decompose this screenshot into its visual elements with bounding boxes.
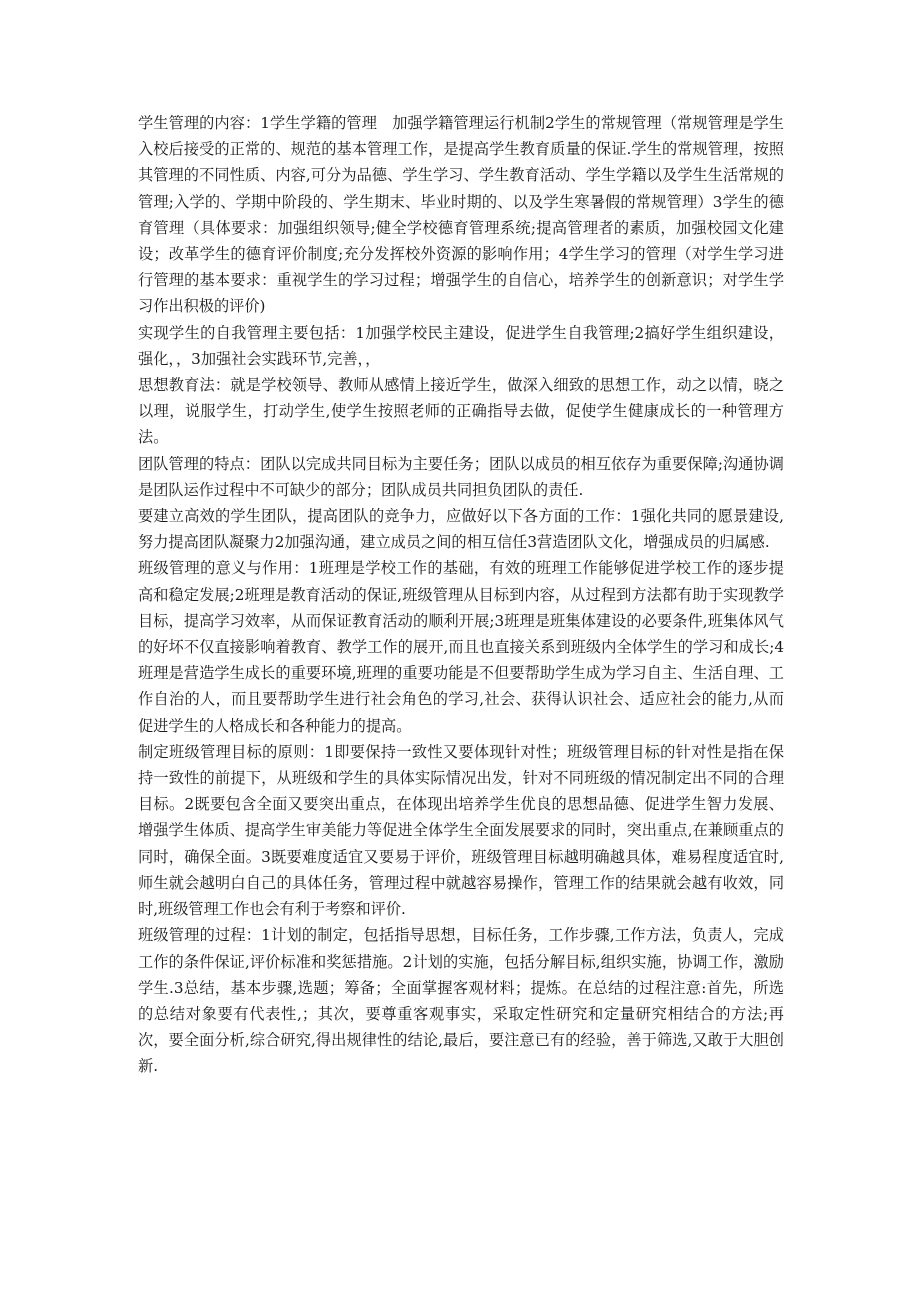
paragraph-class-management-goal-principles: 制定班级管理目标的原则：1即要保持一致性又要体现针对性；班级管理目标的针对性是指在保持一致性的前提下，从班级和学生的具体实际情况出发，针对不同班级的情况制定出不同的合理目标。2既要包含全面又要突出重点，在体现出培养学生优良的思想品德、促进学生智力发展、增强学生体质、提高学生审美能力等促进全体学生全面发展要求的同时，突出重点,在兼顾重点的同时，确保全面。3既要难度适宜又要易于评价，班级管理目标越明确越具体，难易程度适宜时,师生就会越明白自己的具体任务，管理过程中就越容易操作，管理工作的结果就会越有收效，同时,班级管理工作也会有利于考察和评价. bbox=[138, 742, 784, 919]
paragraph-self-management: 实现学生的自我管理主要包括：1加强学校民主建设，促进学生自我管理;2搞好学生组织建设，强化，，3加强社会实践环节,完善，， bbox=[138, 323, 784, 368]
paragraph-class-management-significance: 班级管理的意义与作用：1班理是学校工作的基础，有效的班理工作能够促进学校工作的逐步提高和稳定发展;2班理是教育活动的保证,班级管理从目标到内容，从过程到方法都有助于实现教学目标，提高学习效率，从而保证教育活动的顺利开展;3班理是班集体建设的必要条件,班集体风气的好坏不仅直接影响着教育、教学工作的展开,而且也直接关系到班级内全体学生的学习和成长;4班理是营造学生成长的重要环境,班理的重要功能是不但要帮助学生成为学习自主、生活自理、工作自治的人，而且要帮助学生进行社会角色的学习,社会、获得认识社会、适应社会的能力,从而促进学生的人格成长和各种能力的提高。 bbox=[138, 559, 784, 735]
document-body bbox=[138, 110, 784, 1080]
paragraph-team-management-features: 团队管理的特点：团队以完成共同目标为主要任务；团队以成员的相互依存为重要保障;沟通协调是团队运作过程中不可缺少的部分；团队成员共同担负团队的责任. bbox=[138, 454, 784, 499]
paragraph-class-management-process: 班级管理的过程：1计划的制定，包括指导思想，目标任务，工作步骤,工作方法，负责人，完成工作的条件保证,评价标准和奖惩措施。2计划的实施，包括分解目标,组织实施，协调工作，激励学生.3总结，基本步骤,选题；筹备；全面掌握客观材料；提炼。在总结的过程注意:首先，所选的总结对象要有代表性,；其次，要尊重客观事实，采取定性研究和定量研究相结合的方法;再次，要全面分析,综合研究,得出规律性的结论,最后，要注意已有的经验，善于筛选,又敢于大胆创新. bbox=[138, 926, 784, 1076]
paragraph-student-management-content: 学生管理的内容：1学生学籍的管理 加强学籍管理运行机制2学生的常规管理（常规管理是学生入校后接受的正常的、规范的基本管理工作，是提高学生教育质量的保证.学生的常规管理，按照其管理的不同性质、内容,可分为品德、学生学习、学生教育活动、学生学籍以及学生生活常规的管理;入学的、学期中阶段的、学生期末、毕业时期的、以及学生寒暑假的常规管理）3学生的德育管理（具体要求：加强组织领导;健全学校德育管理系统;提高管理者的素质，加强校园文化建设；改革学生的德育评价制度;充分发挥校外资源的影响作用；4学生学习的管理（对学生学习进行管理的基本要求：重视学生的学习过程；增强学生的自信心，培养学生的创新意识；对学生学习作出积极的评价) bbox=[138, 114, 784, 316]
paragraph-ideological-education: 思想教育法：就是学校领导、教师从感情上接近学生，做深入细致的思想工作，动之以情，晓之以理，说服学生，打动学生,使学生按照老师的正确指导去做，促使学生健康成长的一种管理方法。 bbox=[138, 376, 784, 447]
paragraph-efficient-student-team: 要建立高效的学生团队，提高团队的竞争力，应做好以下各方面的工作：1强化共同的愿景建设,努力提高团队凝聚力2加强沟通，建立成员之间的相互信任3营造团队文化，增强成员的归属感. bbox=[138, 507, 784, 552]
